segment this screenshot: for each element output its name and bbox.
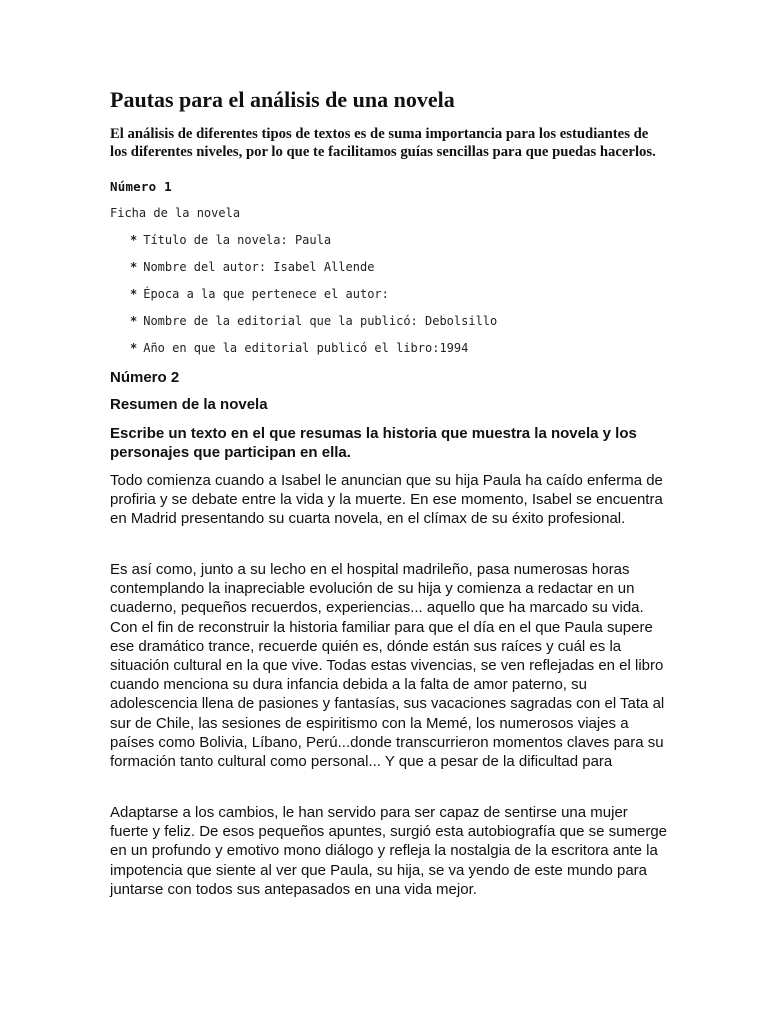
section2-prompt: Escribe un texto en el que resumas la historia que muestra la novela y los personajes que participan en ella. bbox=[110, 425, 637, 461]
novel-info-list bbox=[130, 231, 497, 366]
summary-paragraph-2: Es así como, junto a su lecho en el hospital madrileño, pasa numerosas horas contemplando la inapreciable evolución de su hija y comienza a redactar en un cuaderno, pequeños recuerdos, experiencias... aquello que ha marcado su vida. Con el fin de reconstruir la historia familiar para que el día en el que Paula supere ese dramático trance, recuerde quién es, dónde están sus raíces y cuál es la situación cultural en la que vive. Todas estas vivencias, se ven reflejadas en el libro cuando menciona su dura infancia debida a la falta de amor paterno, su adolescencia llena de pasiones y fantasías, sus vacaciones sagradas con el Tata al sur de Chile, las sesiones de espiritismo con la Memé, los numerosos viajes a países como Bolivia, Líbano, Perú...donde transcurrieron momentos claves para su formación tanto cultural como personal... Y que a pesar de la dificultad para bbox=[110, 561, 665, 771]
list-item: * Nombre de la editorial que la publicó: Debolsillo bbox=[130, 314, 498, 328]
bullet-asterisk-icon: * bbox=[130, 314, 138, 328]
section2-heading: Número 2 bbox=[110, 369, 180, 386]
bullet-asterisk-icon: * bbox=[130, 233, 138, 247]
page-title: Pautas para el análisis de una novela bbox=[110, 87, 455, 112]
list-item: * Nombre del autor: Isabel Allende bbox=[130, 260, 375, 274]
list-item: * Título de la novela: Paula bbox=[130, 233, 332, 247]
intro-paragraph: El análisis de diferentes tipos de textos es de suma importancia para los estudiantes de los diferentes niveles, por lo que te facilitamos guías sencillas para que puedas hacerlos. bbox=[110, 126, 656, 160]
list-item: * Año en que la editorial publicó el libro:1994 bbox=[130, 341, 469, 355]
bullet-asterisk-icon: * bbox=[130, 287, 138, 301]
list-item: * Época a la que pertenece el autor: bbox=[130, 287, 389, 301]
section1-heading: Número 1 bbox=[110, 179, 172, 194]
bullet-asterisk-icon: * bbox=[130, 341, 138, 355]
summary-paragraph-3: Adaptarse a los cambios, le han servido para ser capaz de sentirse una mujer fuerte y feliz. De esos pequeños apuntes, surgió esta autobiografía que se sumerge en un profundo y emotivo mono diálogo y refleja la nostalgia de la escritora ante la impotencia que siente al ver que Paula, su hija, se va yendo de este mundo para juntarse con todos sus antepasados en una vida mejor. bbox=[110, 804, 668, 898]
summary-paragraph-1: Todo comienza cuando a Isabel le anuncian que su hija Paula ha caído enferma de profiria y se debate entre la vida y la muerte. En ese momento, Isabel se encuentra en Madrid presentando su cuarta novela, en el clímax de su éxito profesional. bbox=[110, 472, 663, 528]
bullet-asterisk-icon: * bbox=[130, 260, 138, 274]
section2-subheading: Resumen de la novela bbox=[110, 396, 268, 413]
section1-subheading: Ficha de la novela bbox=[110, 206, 241, 220]
